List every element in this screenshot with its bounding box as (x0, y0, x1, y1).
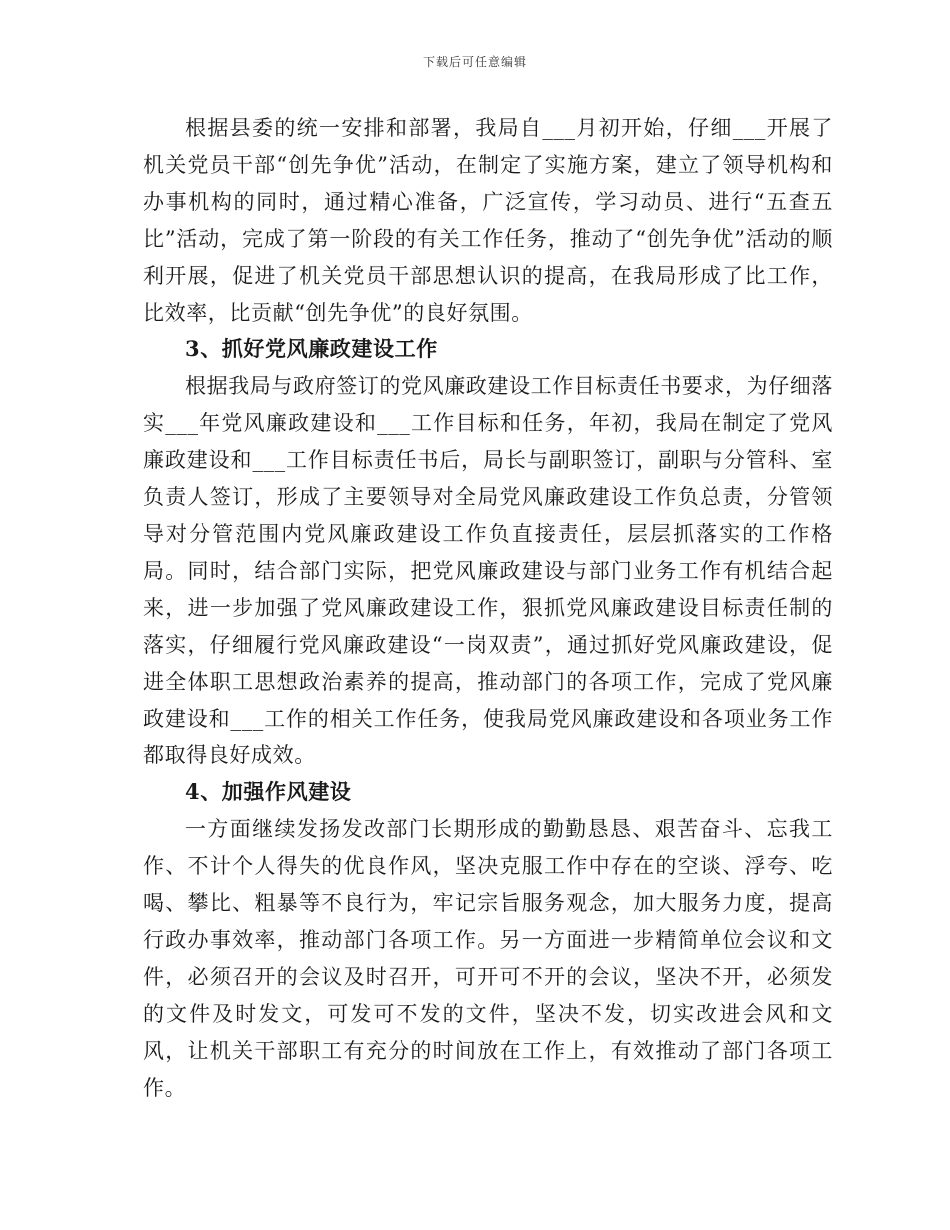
paragraph-creating-excellence: 根据县委的统一安排和部署，我局自___月初开始，仔细___开展了机关党员干部“创先争优”活动，在制定了实施方案，建立了领导机构和办事机构的同时，通过精心准备，广泛宣传，学习动员、进行“五查五比”活动，完成了第一阶段的有关工作任务，推动了“创先争优”活动的顺利开展，促进了机关党员干部思想认识的提高，在我局形成了比工作，比效率，比贡献“创先争优”的良好氛围。 (143, 116, 833, 325)
page-header-note: 下载后可任意编辑 (422, 55, 527, 69)
document-body (143, 110, 833, 1106)
section-heading-3: 3、抓好党风廉政建设工作 (185, 336, 438, 362)
paragraph-party-conduct: 根据我局与政府签订的党风廉政建设工作目标责任书要求，为仔细落实___年党风廉政建设和___工作目标和任务，年初，我局在制定了党风廉政建设和___工作目标责任书后，局长与副职签订，副职与分管科、室负责人签订，形成了主要领导对全局党风廉政建设工作负总责，分管领导对分管范围内党风廉政建设工作负直接责任，层层抓落实的工作格局。同时，结合部门实际，把党风廉政建设与部门业务工作有机结合起来，进一步加强了党风廉政建设工作，狠抓党风廉政建设目标责任制的落实，仔细履行党风廉政建设“一岗双责”，通过抓好党风廉政建设，促进全体职工思想政治素养的提高，推动部门的各项工作，完成了党风廉政建设和___工作的相关工作任务，使我局党风廉政建设和各项业务工作都取得良好成效。 (143, 374, 833, 768)
section-heading-4: 4、加强作风建设 (185, 779, 352, 805)
paragraph-work-style: 一方面继续发扬发改部门长期形成的勤勤恳恳、艰苦奋斗、忘我工作、不计个人得失的优良作风，坚决克服工作中存在的空谈、浮夸、吃喝、攀比、粗暴等不良行为，牢记宗旨服务观念，加大服务力度，提高行政办事效率，推动部门各项工作。另一方面进一步精简单位会议和文件，必须召开的会议及时召开，可开可不开的会议，坚决不开，必须发的文件及时发文，可发可不发的文件，坚决不发，切实改进会风和文风，让机关干部职工有充分的时间放在工作上，有效推动了部门各项工作。 (143, 817, 833, 1100)
